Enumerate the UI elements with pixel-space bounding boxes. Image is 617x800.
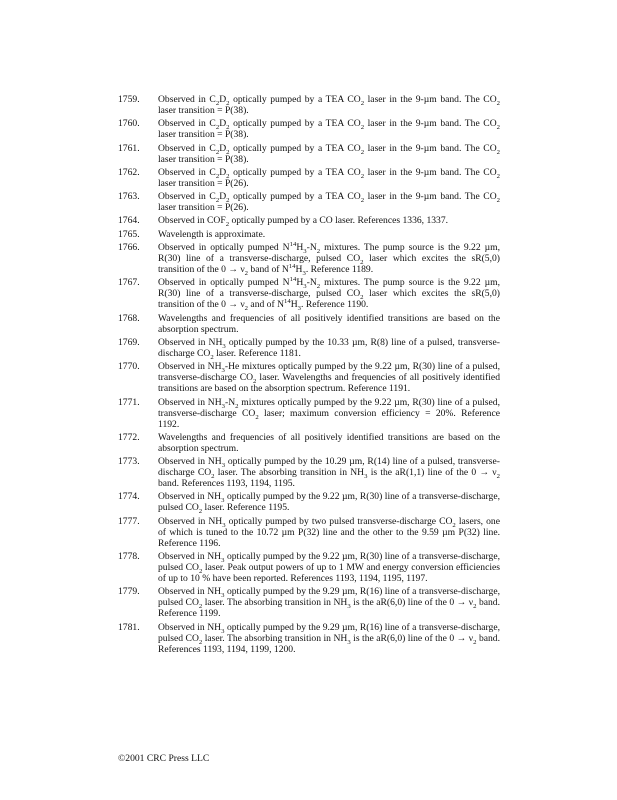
note-text-run: laser transition = P(38). bbox=[158, 129, 249, 141]
note-item bbox=[118, 242, 500, 275]
note-number: 1773. bbox=[118, 456, 140, 468]
note-text-run: laser. Wavelengths and frequencies of all positively identified transitions are based on the absorption spectrum. Reference 1191. bbox=[158, 372, 500, 395]
note-text bbox=[158, 313, 500, 335]
note-text-run: -N bbox=[306, 277, 317, 289]
note-text-run: laser in the 9-µm band. The CO bbox=[364, 94, 497, 105]
note-text-run: optically pumped by the 9.22 µm, R(30) line of a transverse-discharge, pulsed CO bbox=[158, 491, 500, 514]
note-number: 1774. bbox=[118, 491, 140, 503]
note-number: 1760. bbox=[118, 118, 140, 130]
note-text-run: Wavelengths and frequencies of all positively identified transitions are based on the absorption spectrum. bbox=[158, 312, 500, 335]
note-text-run: 2 bbox=[253, 378, 257, 386]
note-text-run: 3 bbox=[347, 603, 351, 611]
note-text-run: 3 bbox=[303, 283, 307, 291]
note-text-run: optically pumped by a TEA CO bbox=[229, 142, 361, 154]
note-text-run: mixtures. The pump source is the 9.22 µm, R(30) line of a transverse-discharge, pulsed CO bbox=[158, 242, 500, 265]
note-text-run: H bbox=[296, 277, 304, 289]
note-text-run: 14 bbox=[284, 298, 291, 306]
note-text bbox=[158, 516, 500, 549]
note-text-run: Observed in NH bbox=[158, 586, 222, 598]
note-text-run: D bbox=[219, 142, 227, 154]
note-number: 1766. bbox=[118, 242, 140, 254]
note-text-run: laser. The absorbing transition in NH bbox=[214, 467, 365, 479]
note-text-run: 3 bbox=[221, 367, 225, 375]
note-text-run: Wavelength is approximate. bbox=[158, 228, 266, 240]
note-item bbox=[118, 516, 500, 549]
note-text-run: 2 bbox=[215, 148, 220, 156]
note-text-run: D bbox=[219, 118, 227, 130]
note-text-run: 3 bbox=[221, 402, 226, 410]
note-text-run: laser in the 9-µm band. The CO bbox=[364, 142, 497, 154]
note-text-run: 14 bbox=[288, 262, 296, 270]
note-text-run: laser which excites the sR(5,0) transition of the 0 → ν bbox=[158, 288, 500, 311]
note-text bbox=[158, 622, 500, 655]
note-text-run: 2 bbox=[496, 172, 500, 180]
note-text-run: 2 bbox=[244, 269, 249, 277]
note-text-run: 2 bbox=[473, 638, 477, 646]
note-text bbox=[158, 118, 500, 140]
note-text-run: 2 bbox=[360, 148, 365, 156]
note-text-run: . Reference 1189. bbox=[305, 264, 374, 276]
note-text-run: 3 bbox=[347, 638, 351, 646]
note-text-run: 2 bbox=[215, 124, 220, 132]
note-text-run: -N bbox=[306, 242, 317, 254]
note-item bbox=[118, 432, 500, 454]
note-text-run: mixtures optically pumped by the 9.22 µm, R(30) line of a pulsed, transverse-discharge CO bbox=[158, 396, 500, 419]
note-text-run: band. References 1193, 1194, 1199, 1200. bbox=[158, 632, 500, 655]
note-text-run: 2 bbox=[226, 148, 230, 156]
note-number: 1765. bbox=[118, 228, 140, 240]
note-text bbox=[158, 551, 500, 584]
note-text-run: is the aR(6,0) line of the 0 → ν bbox=[350, 632, 474, 644]
note-item bbox=[118, 167, 500, 189]
note-text-run: Observed in C bbox=[158, 118, 216, 130]
note-text-run: 14 bbox=[289, 240, 297, 248]
note-item bbox=[118, 337, 500, 359]
note-text-run: 3 bbox=[222, 521, 226, 529]
note-number: 1759. bbox=[118, 94, 140, 105]
note-text bbox=[158, 586, 500, 619]
note-text-run: 2 bbox=[211, 473, 215, 481]
note-number: 1778. bbox=[118, 551, 140, 563]
footnote-list bbox=[118, 94, 500, 657]
note-text-run: is the aR(6,0) line of the 0 → ν bbox=[350, 597, 474, 609]
note-text bbox=[158, 167, 500, 189]
note-text-run: 2 bbox=[360, 172, 365, 180]
note-text-run: 2 bbox=[496, 148, 500, 156]
note-text-run: laser. Peak output powers of up to 1 MW and energy conversion efficiencies of up to 10 % have been reported. References 1193, 1194, 1195, 1197. bbox=[158, 562, 500, 585]
note-item bbox=[118, 94, 500, 116]
note-number: 1762. bbox=[118, 166, 140, 178]
note-text-run: laser which excites the sR(5,0) transition of the 0 → ν bbox=[158, 253, 500, 276]
note-text-run: 3 bbox=[297, 305, 302, 313]
note-text bbox=[158, 337, 500, 359]
note-text-run: 2 bbox=[215, 99, 220, 107]
note-text-run: 2 bbox=[210, 353, 214, 361]
note-text bbox=[158, 229, 500, 240]
note-text bbox=[158, 432, 500, 454]
note-text-run: D bbox=[219, 191, 227, 203]
note-text-run: 3 bbox=[364, 473, 368, 481]
note-text-run: 2 bbox=[360, 294, 364, 302]
note-text-run: H bbox=[296, 242, 304, 254]
note-text-run: laser. The absorbing transition in NH bbox=[202, 632, 348, 644]
note-text-run: laser; maximum conversion efficiency = 20%. Reference 1192. bbox=[158, 407, 500, 430]
note-item bbox=[118, 491, 500, 516]
note-text-run: 2 bbox=[198, 603, 203, 611]
note-text-run: 2 bbox=[360, 124, 365, 132]
note-text-run: optically pumped by the 10.33 µm, R(8) line of a pulsed, transverse-discharge CO bbox=[158, 336, 500, 359]
note-number: 1767. bbox=[118, 277, 140, 289]
note-number: 1772. bbox=[118, 431, 140, 443]
note-text-run: Observed in C bbox=[158, 166, 216, 178]
note-text-run: Observed in NH bbox=[158, 456, 222, 468]
note-number: 1771. bbox=[118, 396, 140, 408]
note-text-run: 2 bbox=[215, 172, 220, 180]
note-text-run: 2 bbox=[316, 283, 321, 291]
note-text-run: 2 bbox=[496, 99, 500, 107]
note-text-run: 3 bbox=[221, 497, 225, 505]
note-item bbox=[118, 215, 500, 229]
note-number: 1763. bbox=[118, 191, 140, 203]
note-text-run: H bbox=[290, 299, 298, 311]
note-text-run: 2 bbox=[215, 197, 220, 205]
note-text bbox=[158, 143, 500, 165]
note-text-run: 2 bbox=[198, 567, 203, 575]
note-text-run: 2 bbox=[244, 305, 249, 313]
note-text-run: laser in the 9-µm band. The CO bbox=[364, 166, 497, 178]
note-text-run: optically pumped by the 9.22 µm, R(30) line of a transverse-discharge, pulsed CO bbox=[158, 551, 500, 574]
note-text-run: 3 bbox=[221, 592, 225, 600]
note-text-run: Observed in NH bbox=[158, 336, 223, 348]
note-text-run: D bbox=[219, 166, 227, 178]
note-text-run: Observed in C bbox=[158, 191, 216, 203]
note-text-run: optically pumped by a TEA CO bbox=[229, 191, 361, 203]
note-text-run: Observed in NH bbox=[158, 551, 222, 563]
note-text-run: band. References 1193, 1194, 1195. bbox=[158, 478, 295, 490]
note-text-run: 2 bbox=[225, 221, 230, 229]
note-text-run: Observed in C bbox=[158, 142, 216, 154]
note-text-run: band. Reference 1199. bbox=[158, 597, 500, 620]
note-text-run: 2 bbox=[255, 413, 259, 421]
note-text-run: laser transition = P(26). bbox=[158, 202, 249, 214]
note-text-run: 3 bbox=[221, 627, 225, 635]
note-text-run: 2 bbox=[360, 258, 364, 266]
copyright-footer: ©2001 CRC Press LLC bbox=[118, 753, 210, 764]
note-text-run: Observed in NH bbox=[158, 361, 222, 373]
note-text-run: laser. The absorbing transition in NH bbox=[202, 597, 348, 609]
note-number: 1779. bbox=[118, 586, 140, 598]
note-item bbox=[118, 397, 500, 430]
note-text-run: -N bbox=[225, 396, 236, 408]
note-number: 1769. bbox=[118, 336, 140, 348]
note-text-run: 2 bbox=[198, 638, 203, 646]
note-number: 1764. bbox=[118, 215, 140, 227]
note-text-run: 2 bbox=[226, 197, 230, 205]
note-text-run: optically pumped by a CO laser. References 1336, 1337. bbox=[229, 215, 449, 227]
note-text-run: is the aR(1,1) line of the 0 → ν bbox=[367, 467, 497, 479]
note-text-run: 3 bbox=[221, 556, 225, 564]
note-text-run: 2 bbox=[496, 197, 500, 205]
note-text-run: H bbox=[295, 264, 303, 276]
note-text bbox=[158, 397, 500, 430]
note-item bbox=[118, 456, 500, 489]
note-text-run: 2 bbox=[235, 402, 239, 410]
note-text-run: 14 bbox=[289, 276, 297, 284]
note-item bbox=[118, 313, 500, 335]
note-text-run: Observed in optically pumped N bbox=[158, 242, 290, 254]
note-text-run: 2 bbox=[496, 124, 500, 132]
note-text-run: lasers, one of which is tuned to the 10.72 µm P(32) line and the other to the 9.59 µm P(32) line. Reference 1196. bbox=[158, 515, 500, 549]
note-text-run: Observed in COF bbox=[158, 215, 226, 227]
note-item bbox=[118, 229, 500, 240]
note-text bbox=[158, 276, 500, 313]
note-text-run: laser. Reference 1195. bbox=[202, 502, 290, 514]
note-text-run: 2 bbox=[473, 603, 477, 611]
note-text-run: optically pumped by two pulsed transverse-discharge CO bbox=[225, 515, 453, 527]
note-text-run: -He mixtures optically pumped by the 9.22 µm, R(30) line of a pulsed, transverse-discharge CO bbox=[158, 361, 500, 384]
note-item bbox=[118, 361, 500, 394]
note-item bbox=[118, 143, 500, 165]
note-item bbox=[118, 191, 500, 213]
note-text-run: 3 bbox=[221, 462, 226, 470]
note-text-run: optically pumped by a TEA CO bbox=[229, 166, 361, 178]
note-text-run: . Reference 1190. bbox=[301, 299, 369, 311]
note-text bbox=[158, 191, 500, 213]
note-text bbox=[158, 242, 500, 275]
note-text-run: 3 bbox=[222, 342, 226, 350]
note-text-run: laser transition = P(26). bbox=[158, 177, 249, 189]
note-text-run: laser. Reference 1181. bbox=[213, 347, 301, 359]
note-text-run: mixtures. The pump source is the 9.22 µm, R(30) line of a transverse-discharge, pulsed CO bbox=[158, 277, 500, 300]
note-text-run: laser in the 9-µm band. The CO bbox=[364, 191, 497, 203]
note-text-run: 3 bbox=[303, 247, 307, 255]
note-text-run: and of N bbox=[248, 299, 284, 311]
note-text-run: 2 bbox=[360, 99, 365, 107]
note-text-run: Observed in NH bbox=[158, 515, 223, 527]
note-text-run: D bbox=[219, 94, 227, 105]
note-text bbox=[158, 456, 500, 489]
note-number: 1770. bbox=[118, 361, 140, 373]
note-text-run: optically pumped by a TEA CO bbox=[229, 94, 361, 105]
note-item bbox=[118, 551, 500, 584]
note-text-run: 3 bbox=[302, 269, 306, 277]
note-text-run: Observed in NH bbox=[158, 491, 222, 503]
note-text-run: laser transition = P(38). bbox=[158, 105, 249, 116]
note-text-run: 2 bbox=[226, 124, 230, 132]
note-number: 1777. bbox=[118, 515, 140, 527]
note-text-run: Observed in optically pumped N bbox=[158, 277, 290, 289]
note-text-run: laser transition = P(38). bbox=[158, 153, 249, 165]
note-text-run: 2 bbox=[198, 508, 203, 516]
note-number: 1768. bbox=[118, 312, 140, 324]
note-text bbox=[158, 215, 500, 229]
note-number: 1761. bbox=[118, 142, 140, 154]
note-text-run: band of N bbox=[248, 264, 289, 276]
note-item bbox=[118, 276, 500, 313]
note-text-run: Observed in C bbox=[158, 94, 216, 105]
note-text bbox=[158, 94, 500, 116]
note-text-run: optically pumped by the 9.29 µm, R(16) line of a transverse-discharge, pulsed CO bbox=[158, 586, 500, 609]
note-text-run: optically pumped by a TEA CO bbox=[229, 118, 361, 130]
note-text-run: Wavelengths and frequencies of all positively identified transitions are based on the absorption spectrum. bbox=[158, 431, 500, 454]
note-text-run: optically pumped by the 10.29 µm, R(14) line of a pulsed, transverse-discharge CO bbox=[158, 456, 500, 479]
note-text-run: 2 bbox=[496, 473, 500, 481]
note-text-run: 2 bbox=[226, 99, 230, 107]
note-text-run: Observed in NH bbox=[158, 621, 222, 633]
note-text-run: optically pumped by the 9.29 µm, R(16) line of a transverse-discharge, pulsed CO bbox=[158, 621, 500, 644]
note-text-run: 2 bbox=[316, 247, 321, 255]
note-item bbox=[118, 622, 500, 655]
note-text-run: Observed in NH bbox=[158, 396, 222, 408]
note-item bbox=[118, 586, 500, 619]
note-text-run: laser in the 9-µm band. The CO bbox=[364, 118, 497, 130]
note-number: 1781. bbox=[118, 621, 140, 633]
note-text bbox=[158, 361, 500, 394]
note-text bbox=[158, 491, 500, 516]
note-item bbox=[118, 118, 500, 140]
note-text-run: 2 bbox=[360, 197, 365, 205]
note-text-run: 2 bbox=[226, 172, 230, 180]
note-text-run: 2 bbox=[452, 521, 456, 529]
